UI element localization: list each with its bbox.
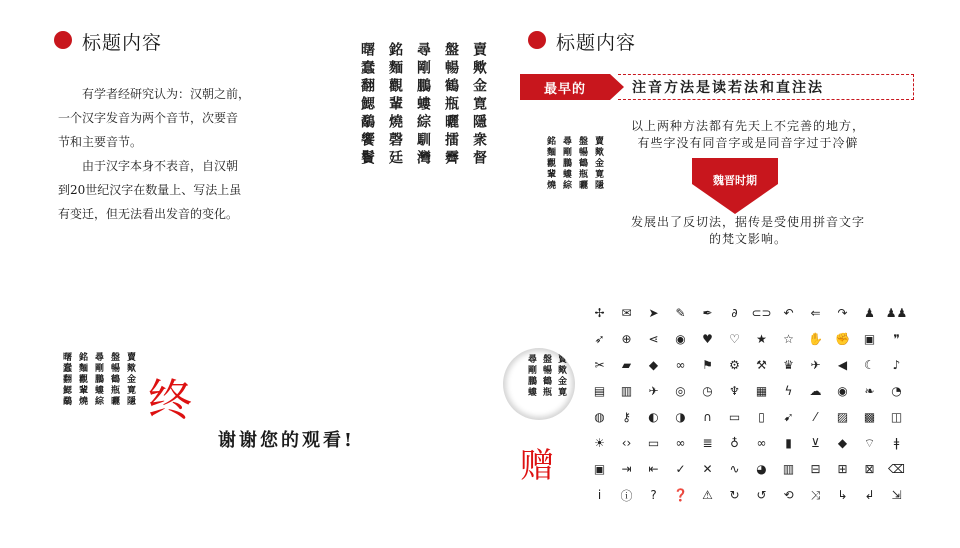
down-arrow — [692, 158, 778, 218]
tape-icon: ∞ — [756, 436, 767, 450]
info-icon: i — [597, 488, 602, 502]
toggle-icon: ◐ — [648, 410, 659, 424]
calligraphy-column: 盤暢鶴瓶 — [541, 354, 551, 398]
basketball-icon: ◍ — [594, 410, 605, 424]
calligraphy-column: 尋剛鵬螻 — [526, 354, 536, 398]
send-icon: ➤ — [648, 306, 659, 320]
chat-icon: ▣ — [863, 332, 876, 346]
cart-icon: ⊻ — [811, 436, 820, 450]
section-bullet-left — [54, 31, 72, 49]
calligraphy-column: 賣歟金寛隱 — [125, 352, 135, 407]
calligraphy-column: 曙蠢翻鰓鷸 — [61, 352, 71, 407]
calligraphy-column: 盤暢鶴瓶曬擂霽 — [443, 42, 459, 168]
text-line: 以上两种方法都有先天上不完善的地方， — [630, 119, 865, 133]
clipboard-icon: ▮ — [785, 436, 792, 450]
bars-icon: ▥ — [782, 462, 795, 476]
cloud-icon: ☁ — [809, 384, 822, 398]
thanks-text: 谢谢您的观看! — [218, 430, 355, 451]
bulb-icon: ♁ — [730, 436, 739, 450]
refresh-icon: ↻ — [729, 488, 740, 502]
pie-icon: ◕ — [756, 462, 767, 476]
link-icon: ⊂⊃ — [751, 306, 772, 320]
star-outline-icon: ☆ — [783, 332, 794, 346]
pencil-icon: ✎ — [675, 306, 686, 320]
lock-icon: ▣ — [593, 462, 606, 476]
tools-icon: ⚒ — [756, 358, 767, 372]
book-icon: ▤ — [593, 384, 606, 398]
code-icon: ‹› — [621, 436, 632, 450]
window-icon: ◫ — [890, 410, 903, 424]
paragraph-line: 一个汉字发音为两个音节，次要音 — [58, 111, 239, 125]
repeat-icon: ⟲ — [783, 488, 794, 502]
bag-icon: ▥ — [620, 384, 633, 398]
calligraphy-column: 盤暢鶴瓶曬 — [109, 352, 119, 407]
calligraphy-column: 盤暢鶴瓶曬 — [577, 136, 587, 191]
calligraphy-column: 銘麵觀輩燒 — [77, 352, 87, 407]
moon-icon: ☾ — [864, 358, 875, 372]
eye-icon: ◉ — [675, 332, 686, 346]
infinity-icon: ∞ — [675, 436, 686, 450]
enter-icon: ↲ — [864, 488, 875, 502]
check-icon: ✓ — [675, 462, 686, 476]
section-title-right: 标题内容 — [556, 32, 637, 54]
backspace-icon: ⌫ — [888, 462, 905, 476]
rocket-icon: ✈ — [810, 358, 821, 372]
plane-icon: ✈ — [648, 384, 659, 398]
quote-icon: ❞ — [893, 332, 900, 346]
close-box-icon: ⊠ — [864, 462, 875, 476]
banner-label: 最早的 — [520, 74, 610, 100]
suitcase-icon: ▨ — [836, 410, 849, 424]
paragraph-line: 有变迁，但无法看出发音的变化。 — [58, 207, 239, 221]
paragraph-line: 有学者经研究认为：汉朝之前， — [82, 87, 251, 101]
reply-all-icon: ⇐ — [810, 306, 821, 320]
gauge-icon: ◔ — [891, 384, 902, 398]
pushpin-icon: ✢ — [594, 306, 605, 320]
calligraphy-block-left — [298, 42, 490, 242]
thumbs-down-icon: ✊ — [835, 332, 850, 346]
text-line: 有些字没有同音字或是同音字过于冷僻 — [637, 136, 859, 150]
thermometer-icon: ǂ — [893, 436, 900, 450]
question-icon: ? — [650, 488, 657, 502]
paragraph-line: 节和主要音节。 — [58, 135, 143, 149]
return-icon: ↳ — [837, 488, 848, 502]
camera-icon: ▦ — [755, 384, 768, 398]
thumbs-up-icon: ✋ — [808, 332, 823, 346]
chain-icon: ∞ — [675, 358, 686, 372]
image-icon: ▩ — [863, 410, 876, 424]
exit-icon: ⇲ — [891, 488, 902, 502]
mic-icon: ♆ — [729, 384, 740, 398]
briefcase-icon: ▰ — [621, 358, 632, 372]
calligraphy-column: 銘麵觀輩燒 — [545, 136, 555, 191]
leaf-icon: ❧ — [864, 384, 875, 398]
lower-text — [612, 214, 884, 248]
brush-icon: ⁄ — [814, 410, 817, 424]
upper-text — [612, 118, 884, 152]
folder-icon: ▭ — [728, 410, 741, 424]
calligraphy-circle — [503, 348, 575, 420]
users-icon: ♟♟ — [885, 306, 908, 320]
music-icon: ♪ — [892, 358, 901, 372]
section-title-left: 标题内容 — [82, 32, 163, 54]
globe-icon: ◎ — [675, 384, 686, 398]
login-icon: ⇥ — [621, 462, 632, 476]
heart-icon: ♥ — [702, 332, 713, 346]
megaphone-icon: ◀ — [837, 358, 848, 372]
sun-icon: ☀ — [594, 436, 605, 450]
bolt-icon: ϟ — [784, 384, 793, 398]
calligraphy-column: 賣歟金寛 — [556, 354, 566, 398]
paragraph-line: 由于汉字本身不表音，自汉朝 — [82, 159, 239, 173]
calligraphy-column: 尋剛鵬螻綜馴灣 — [415, 42, 431, 168]
pulse-icon: ∿ — [729, 462, 740, 476]
shuffle-icon: ⤨ — [810, 487, 821, 502]
calligraphy-column: 銘麵觀輩燒磬廷 — [387, 42, 403, 168]
target-icon: ◉ — [837, 384, 848, 398]
close-icon: ✕ — [702, 462, 713, 476]
flag-icon: ⚑ — [702, 358, 713, 372]
calligraphy-block-bottom — [46, 352, 136, 444]
forward-icon: ↷ — [837, 306, 848, 320]
star-icon: ★ — [756, 332, 767, 346]
minus-box-icon: ⊟ — [810, 462, 821, 476]
icon-grid — [586, 300, 910, 508]
calligraphy-column: 賣歟金寛隱 — [593, 136, 603, 191]
database-icon: ≣ — [702, 436, 713, 450]
clock-icon: ◷ — [702, 384, 713, 398]
reply-icon: ↶ — [783, 306, 794, 320]
gear-icon: ⚙ — [729, 358, 740, 372]
calligraphy-block-right — [520, 136, 604, 228]
paragraph-line: 到20世纪汉字在数量上、写法上虽 — [58, 183, 242, 197]
text-line: 发展出了反切法，据传是受使用拼音文字 — [630, 215, 865, 229]
banner-text: 注音方法是读若法和直注法 — [618, 74, 914, 100]
wifi-icon: ⌔ — [863, 435, 876, 450]
key-icon: ⚷ — [622, 410, 631, 424]
gift-character: 赠 — [520, 446, 554, 486]
wrench-icon: ✂ — [594, 358, 605, 372]
brightness-icon: ◑ — [675, 410, 686, 424]
plus-box-icon: ⊞ — [837, 462, 848, 476]
logout-icon: ⇤ — [648, 462, 659, 476]
calligraphy-column: 尋剛鵬螻綜 — [561, 136, 571, 191]
section-bullet-right — [528, 31, 546, 49]
share-icon: ⋖ — [648, 332, 659, 346]
magnet-icon: ∩ — [703, 410, 712, 424]
info-circle-icon: ⓘ — [620, 488, 633, 503]
end-character: 终 — [148, 375, 192, 426]
user-icon: ♟ — [864, 306, 875, 320]
trophy-icon: ♛ — [783, 358, 794, 372]
ticket-icon: ◆ — [837, 436, 848, 450]
rocket2-icon: ➹ — [783, 410, 794, 424]
calligraphy-column: 曙蠢翻鰓鷸饗鬢 — [359, 42, 375, 168]
monitor-icon: ▭ — [647, 436, 660, 450]
intro-paragraph — [58, 82, 258, 226]
crosshair-icon: ⊕ — [621, 332, 632, 346]
feather-icon: ✒ — [702, 306, 713, 320]
undo-icon: ↺ — [756, 488, 767, 502]
question-circle-icon: ❓ — [673, 488, 688, 502]
location-icon: ➶ — [594, 332, 605, 346]
heart-outline-icon: ♡ — [729, 332, 740, 346]
tag-icon: ◆ — [648, 358, 659, 372]
calligraphy-column: 尋剛鵬螻綜 — [93, 352, 103, 407]
paperclip-icon: ∂ — [731, 306, 738, 320]
arrow-label: 魏晋时期 — [713, 174, 757, 187]
trash-icon: ▯ — [758, 410, 765, 424]
mail-icon: ✉ — [621, 306, 632, 320]
calligraphy-column: 賣歟金寛隱衆督 — [471, 42, 487, 168]
warning-icon: ⚠ — [702, 488, 713, 502]
text-line: 的梵文影响。 — [708, 232, 787, 246]
